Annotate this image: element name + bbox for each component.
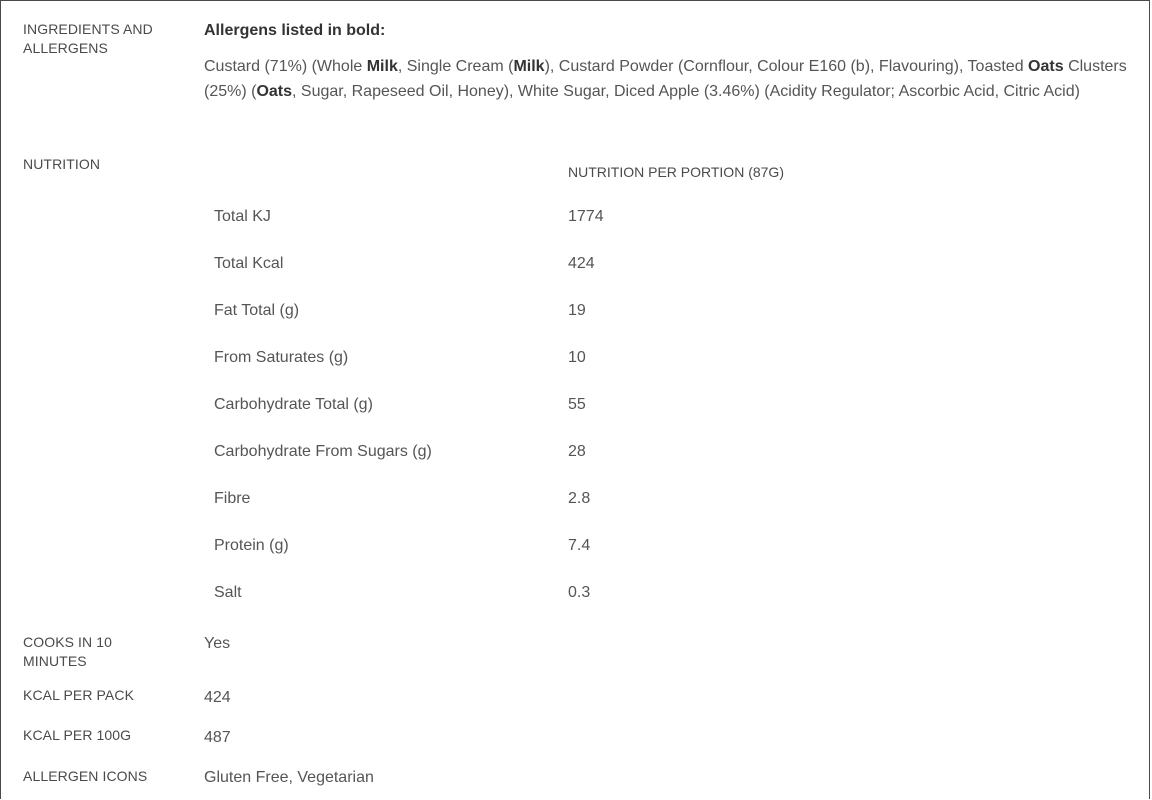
kcal-per-100g-value: 487 bbox=[204, 729, 231, 746]
nutrition-row-value: 1774 bbox=[568, 208, 604, 225]
nutrition-row-value: 424 bbox=[568, 255, 595, 272]
nutrition-row-name: Total KJ bbox=[214, 208, 271, 225]
nutrition-row bbox=[204, 349, 1104, 396]
nutrition-row-name: Fat Total (g) bbox=[214, 302, 300, 319]
kcal-per-pack-value: 424 bbox=[204, 689, 231, 706]
ingredients-fragment: , Single Cream ( bbox=[397, 58, 514, 75]
nutrition-row bbox=[204, 443, 1104, 490]
nutrition-row bbox=[204, 584, 1104, 631]
nutrition-column-header: NUTRITION PER PORTION (87G) bbox=[568, 164, 784, 180]
allergen-icons-value: Gluten Free, Vegetarian bbox=[204, 769, 374, 786]
ingredients-fragment: Clusters (25%) ( bbox=[204, 58, 1127, 100]
nutrition-row-name: Carbohydrate Total (g) bbox=[214, 396, 373, 413]
allergen-bold: Oats bbox=[256, 82, 293, 100]
ingredients-label: INGREDIENTS AND ALLERGENS bbox=[23, 21, 153, 56]
cooks-in-10-value: Yes bbox=[204, 635, 231, 652]
nutrition-row-name: Carbohydrate From Sugars (g) bbox=[214, 443, 432, 460]
allergens-heading: Allergens listed in bold: bbox=[204, 22, 386, 39]
allergen-bold: Milk bbox=[366, 58, 398, 75]
nutrition-row-name: Salt bbox=[214, 584, 242, 601]
kcal-per-100g-label: KCAL PER 100G bbox=[23, 727, 132, 743]
ingredients-text bbox=[204, 55, 1134, 104]
nutrition-row-name: Protein (g) bbox=[214, 537, 289, 554]
allergen-bold: Oats bbox=[1028, 58, 1064, 75]
nutrition-row-value: 0.3 bbox=[568, 584, 591, 601]
nutrition-row bbox=[204, 208, 1104, 255]
ingredients-fragment: Custard (71%) (Whole bbox=[204, 58, 367, 75]
nutrition-row bbox=[204, 537, 1104, 584]
nutrition-row bbox=[204, 396, 1104, 443]
nutrition-row bbox=[204, 255, 1104, 302]
nutrition-row-value: 55 bbox=[568, 396, 586, 413]
cooks-in-10-label: COOKS IN 10 MINUTES bbox=[23, 634, 113, 669]
nutrition-label: NUTRITION bbox=[23, 156, 101, 172]
nutrition-row bbox=[204, 490, 1104, 537]
ingredients-fragment: ), Custard Powder (Cornflour, Colour E160 (b), Flavouring), Toasted bbox=[544, 58, 1029, 75]
nutrition-row-value: 19 bbox=[568, 302, 586, 319]
allergen-bold: Milk bbox=[513, 58, 545, 75]
nutrition-row-name: Fibre bbox=[214, 490, 251, 507]
nutrition-row-value: 7.4 bbox=[568, 537, 591, 554]
kcal-per-pack-label: KCAL PER PACK bbox=[23, 687, 135, 703]
nutrition-row-value: 28 bbox=[568, 443, 586, 460]
nutrition-row-value: 10 bbox=[568, 349, 586, 366]
nutrition-row-name: Total Kcal bbox=[214, 255, 284, 272]
ingredients-fragment: , Sugar, Rapeseed Oil, Honey), White Sugar, Diced Apple (3.46%) (Acidity Regulator; Ascorbic Acid, Citric Acid) bbox=[292, 82, 1080, 100]
nutrition-row-name: From Saturates (g) bbox=[214, 349, 349, 366]
nutrition-row-value: 2.8 bbox=[568, 490, 591, 507]
allergen-icons-label: ALLERGEN ICONS bbox=[23, 768, 148, 784]
nutrition-row bbox=[204, 302, 1104, 349]
